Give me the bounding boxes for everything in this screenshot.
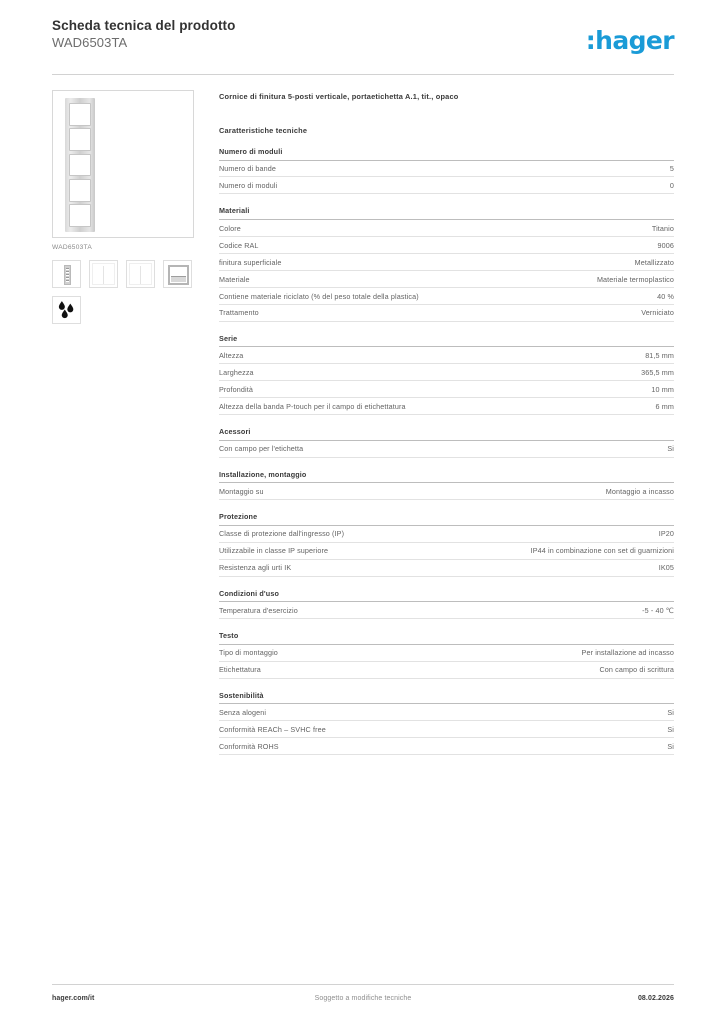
page-header: [52, 18, 674, 72]
spec-label: Trattamento: [219, 308, 259, 318]
spec-label: Materiale: [219, 274, 250, 284]
spec-group: [219, 427, 674, 457]
water-drops-icon: [53, 297, 80, 323]
spec-row: [219, 254, 674, 271]
spec-value: 0: [669, 181, 674, 191]
spec-row: [219, 161, 674, 178]
spec-value: Titanio: [651, 223, 674, 233]
thumbnail-vertical-frame[interactable]: [52, 260, 81, 288]
spec-label: finitura superficiale: [219, 257, 282, 267]
spec-label: Temperatura d'esercizio: [219, 605, 298, 615]
spec-value: 6 mm: [655, 401, 674, 411]
spec-group-title: Protezione: [219, 512, 674, 526]
spec-value: 10 mm: [651, 384, 674, 394]
thumbnail-blank-2[interactable]: [126, 260, 155, 288]
spec-row: [219, 662, 674, 679]
spec-label: Larghezza: [219, 367, 254, 377]
spec-group: [219, 147, 674, 194]
product-description: Cornice di finitura 5-posti verticale, portaetichetta A.1, tit., opaco: [219, 92, 459, 101]
spec-label: Classe di protezione dall'ingresso (IP): [219, 529, 345, 539]
thumbnail-water-drops[interactable]: [52, 296, 81, 324]
spec-row: [219, 560, 674, 577]
spec-row: [219, 220, 674, 237]
frame-cell: [69, 179, 91, 202]
spec-label: Resistenza agli urti IK: [219, 563, 292, 573]
spec-label: Codice RAL: [219, 240, 259, 250]
spec-row: [219, 398, 674, 415]
frame-cell: [69, 103, 91, 126]
page-title: Scheda tecnica del prodotto: [52, 18, 236, 33]
spec-label: Contiene materiale riciclato (% del peso totale della plastica): [219, 291, 419, 301]
spec-group: [219, 631, 674, 678]
spec-value: Si: [667, 741, 674, 751]
spec-value: Si: [667, 707, 674, 717]
spec-row: [219, 543, 674, 560]
spec-value: Per installazione ad incasso: [581, 648, 674, 658]
spec-label: Colore: [219, 223, 241, 233]
footer-divider: [52, 984, 674, 985]
spec-value: 5: [669, 164, 674, 174]
product-reference: WAD6503TA: [52, 35, 128, 50]
spec-value: IK05: [658, 563, 674, 573]
header-divider: [52, 74, 674, 75]
spec-row: [219, 364, 674, 381]
page-footer: [52, 995, 674, 1002]
spec-row: [219, 721, 674, 738]
spec-value: 81,5 mm: [645, 350, 674, 360]
spec-label: Utilizzabile in classe IP superiore: [219, 546, 329, 556]
spec-group: [219, 691, 674, 755]
spec-row: [219, 305, 674, 322]
spec-label: Altezza: [219, 350, 244, 360]
vertical-frame-graphic: [65, 98, 95, 232]
spec-row: [219, 271, 674, 288]
spec-value: 40 %: [657, 291, 674, 301]
spec-group-title: Serie: [219, 334, 674, 348]
spec-row: [219, 288, 674, 305]
spec-row: [219, 177, 674, 194]
spec-value: Si: [667, 724, 674, 734]
spec-group: [219, 589, 674, 619]
frame-cell: [69, 128, 91, 151]
frame-cell: [69, 154, 91, 177]
spec-value: Metallizzato: [634, 257, 674, 267]
hager-logo: :hager: [585, 26, 674, 55]
footer-disclaimer: Soggetto a modifiche tecniche: [314, 995, 412, 1002]
product-media-column: [52, 90, 194, 324]
spec-value: IP44 in combinazione con set di guarnizioni: [530, 546, 674, 556]
frame-cell: [69, 204, 91, 227]
spec-group: [219, 512, 674, 576]
spec-value: 365,5 mm: [641, 367, 674, 377]
spec-row: [219, 441, 674, 458]
spec-group: [219, 470, 674, 500]
spec-label: Conformità ROHS: [219, 741, 279, 751]
spec-label: Profondità: [219, 384, 253, 394]
spec-row: [219, 483, 674, 500]
spec-label: Montaggio su: [219, 486, 264, 496]
vertical-frame-icon: [64, 265, 71, 285]
thumbnail-blank-1[interactable]: [89, 260, 118, 288]
spec-group-title: Installazione, montaggio: [219, 470, 674, 484]
product-image-caption: WAD6503TA: [52, 244, 92, 251]
spec-row: [219, 645, 674, 662]
thumbnail-gallery: [52, 260, 194, 324]
frame-line-icon: [103, 266, 105, 284]
label-frame-icon: [168, 265, 189, 285]
spec-value: Con campo di scrittura: [599, 665, 674, 675]
spec-label: Senza alogeni: [219, 707, 267, 717]
spec-group-title: Materiali: [219, 206, 674, 220]
spec-label: Con campo per l'etichetta: [219, 444, 304, 454]
spec-row: [219, 704, 674, 721]
spec-row: [219, 602, 674, 619]
spec-row: [219, 738, 674, 755]
spec-label: Tipo di montaggio: [219, 648, 278, 658]
spec-value: 9006: [657, 240, 674, 250]
spec-group-title: Testo: [219, 631, 674, 645]
spec-group: [219, 334, 674, 415]
spec-label: Numero di moduli: [219, 181, 278, 191]
spec-group: [219, 206, 674, 321]
footer-website[interactable]: hager.com/it: [52, 995, 95, 1002]
spec-value: -5 - 40 ℃: [642, 605, 674, 615]
product-image: [52, 90, 194, 238]
spec-value: Montaggio a incasso: [605, 486, 674, 496]
frame-line-icon: [140, 266, 142, 284]
spec-row: [219, 381, 674, 398]
spec-label: Etichettatura: [219, 665, 261, 675]
specifications-table: [219, 147, 674, 755]
spec-value: IP20: [658, 529, 674, 539]
spec-label: Conformità REACh – SVHC free: [219, 724, 326, 734]
spec-label: Altezza della banda P-touch per il campo di etichettatura: [219, 401, 406, 411]
spec-value: Verniciato: [641, 308, 674, 318]
spec-row: [219, 237, 674, 254]
spec-row: [219, 347, 674, 364]
spec-value: Si: [667, 444, 674, 454]
spec-group-title: Sostenibilità: [219, 691, 674, 705]
spec-label: Numero di bande: [219, 164, 276, 174]
footer-date: 08.02.2026: [637, 995, 674, 1002]
spec-group-title: Acessori: [219, 427, 674, 441]
thumbnail-label-frame[interactable]: [163, 260, 192, 288]
spec-group-title: Numero di moduli: [219, 147, 674, 161]
spec-value: Materiale termoplastico: [596, 274, 674, 284]
spec-row: [219, 526, 674, 543]
spec-group-title: Condizioni d'uso: [219, 589, 674, 603]
specifications-column: [219, 92, 674, 767]
specifications-heading: Caratteristiche tecniche: [219, 126, 308, 135]
